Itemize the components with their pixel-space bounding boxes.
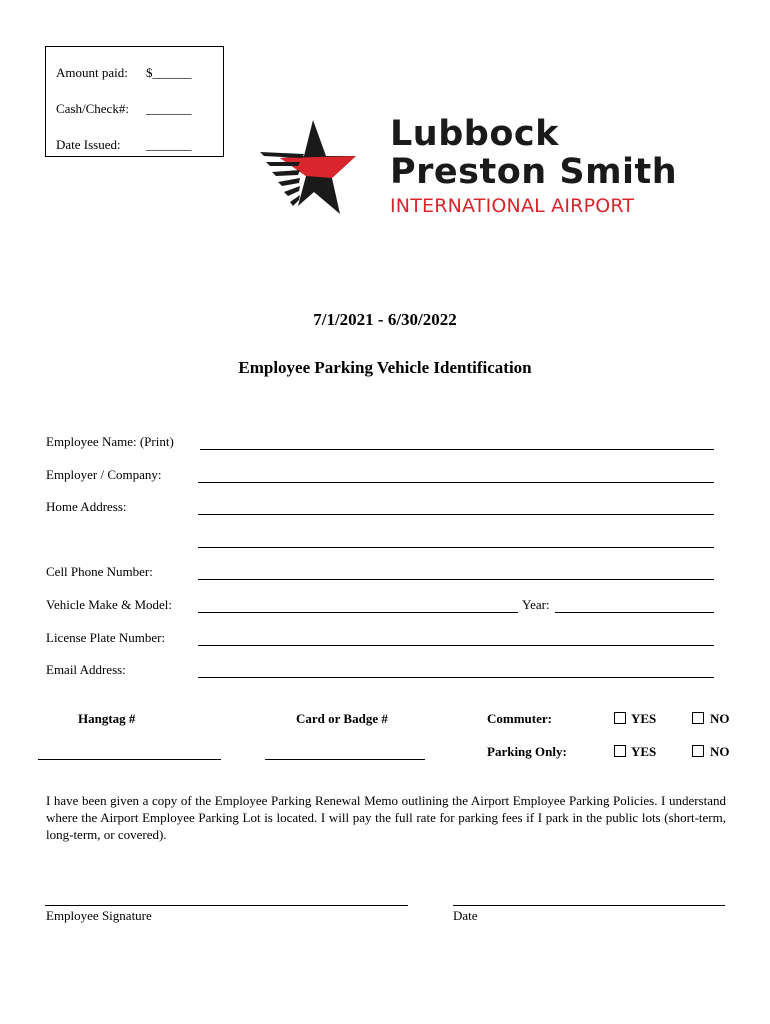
year-label: Year: xyxy=(522,597,550,612)
employer-label: Employer / Company: xyxy=(46,467,162,482)
employee-name-field[interactable] xyxy=(200,449,714,450)
hangtag-field[interactable] xyxy=(38,759,221,760)
amount-paid-value[interactable]: $______ xyxy=(146,65,192,80)
airport-star-logo-icon xyxy=(258,118,358,218)
commuter-no-checkbox[interactable] xyxy=(692,712,704,724)
date-issued-row xyxy=(56,137,192,153)
home-address-field-line1[interactable] xyxy=(198,514,714,515)
email-label: Email Address: xyxy=(46,662,126,677)
amount-paid-row xyxy=(56,65,192,81)
payment-box xyxy=(45,46,224,157)
card-badge-field[interactable] xyxy=(265,759,425,760)
date-issued-value[interactable]: _______ xyxy=(146,137,192,152)
commuter-no-label: NO xyxy=(710,711,730,726)
parking-only-yes-label: YES xyxy=(631,744,657,759)
commuter-label: Commuter: xyxy=(487,711,552,726)
date-issued-label: Date Issued: xyxy=(56,137,121,152)
employer-field[interactable] xyxy=(198,482,714,483)
employee-signature-label: Employee Signature xyxy=(46,908,152,923)
cash-check-value[interactable]: _______ xyxy=(146,101,192,116)
date-label: Date xyxy=(453,908,478,923)
commuter-yes-label: YES xyxy=(631,711,657,726)
license-plate-label: License Plate Number: xyxy=(46,630,166,645)
form-title: Employee Parking Vehicle Identification xyxy=(238,358,532,377)
cell-phone-label: Cell Phone Number: xyxy=(46,564,153,579)
policy-statement: I have been given a copy of the Employee Parking Renewal Memo outlining the Airport Employee Parking Policies. I understand where the Airport Employee Parking Lot is located. I will pay the full rate for parking fees if I park in the public lots (short-term, long-term, or covered). xyxy=(46,793,726,842)
hangtag-label: Hangtag # xyxy=(78,711,136,726)
vehicle-label: Vehicle Make & Model: xyxy=(46,597,172,612)
vehicle-field[interactable] xyxy=(198,612,518,613)
home-address-label: Home Address: xyxy=(46,499,127,514)
parking-only-yes-checkbox[interactable] xyxy=(614,745,626,757)
amount-paid-label: Amount paid: xyxy=(56,65,128,80)
email-field[interactable] xyxy=(198,677,714,678)
cell-phone-field[interactable] xyxy=(198,579,714,580)
logo-text-preston-smith: Preston Smith xyxy=(390,152,678,192)
logo-text-international-airport: INTERNATIONAL AIRPORT xyxy=(390,195,635,217)
year-field[interactable] xyxy=(555,612,714,613)
cash-check-label: Cash/Check#: xyxy=(56,101,129,116)
card-badge-label: Card or Badge # xyxy=(296,711,388,726)
cash-check-row xyxy=(56,101,192,117)
employee-signature-field[interactable] xyxy=(45,905,408,906)
employee-name-label: Employee Name: (Print) xyxy=(46,434,174,449)
parking-only-no-checkbox[interactable] xyxy=(692,745,704,757)
commuter-yes-checkbox[interactable] xyxy=(614,712,626,724)
parking-only-label: Parking Only: xyxy=(487,744,567,759)
home-address-field-line2[interactable] xyxy=(198,547,714,548)
date-range: 7/1/2021 - 6/30/2022 xyxy=(313,310,457,329)
logo-text-lubbock: Lubbock xyxy=(390,114,559,154)
date-field[interactable] xyxy=(453,905,725,906)
license-plate-field[interactable] xyxy=(198,645,714,646)
parking-only-no-label: NO xyxy=(710,744,730,759)
